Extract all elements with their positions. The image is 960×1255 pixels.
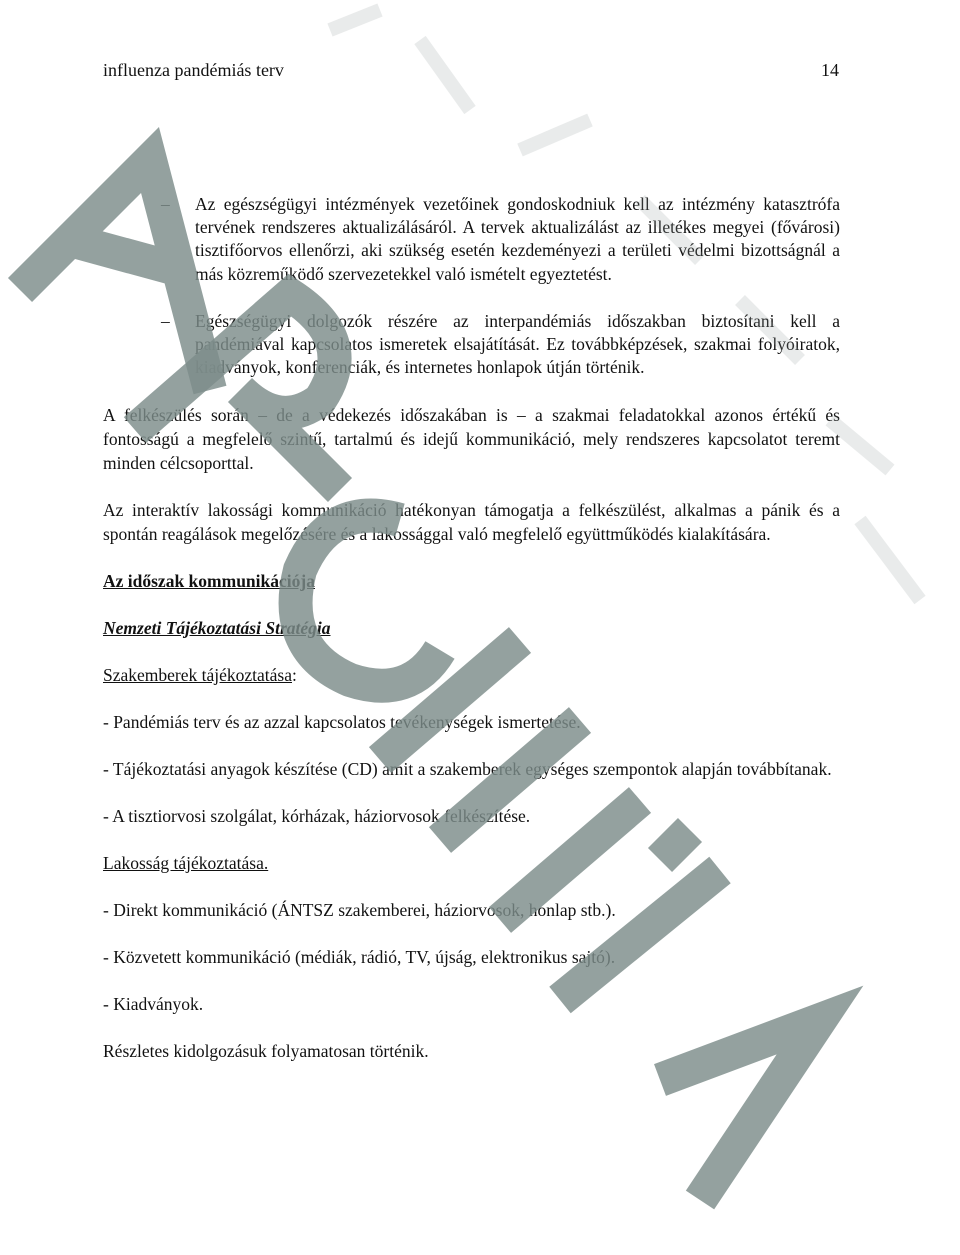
document-body bbox=[103, 193, 840, 1086]
bullet-item bbox=[103, 310, 840, 380]
public-label: Lakosság tájékoztatása. bbox=[103, 853, 269, 874]
list-item: - Kiadványok. bbox=[103, 994, 204, 1015]
bullet-dash: – bbox=[161, 194, 170, 214]
page-number: 14 bbox=[821, 60, 839, 80]
list-item: - Direkt kommunikáció (ÁNTSZ szakemberei, háziorvosok, honlap stb.). bbox=[103, 900, 616, 921]
page-header bbox=[103, 60, 839, 81]
header-title: influenza pandémiás terv bbox=[103, 60, 284, 80]
list-item: - Közvetett kommunikáció (médiák, rádió, TV, újság, elektronikus sajtó). bbox=[103, 947, 616, 968]
list-item: - A tisztiorvosi szolgálat, kórházak, háziorvosok felkészítése. bbox=[103, 806, 531, 827]
bullet-dash: – bbox=[161, 310, 170, 331]
experts-label: Szakemberek tájékoztatása bbox=[103, 665, 292, 686]
bullet-text: Az egészségügyi intézmények vezetőinek gondoskodniuk kell az intézmény katasztrófa tervének rendszeres aktualizálásáról. A tervek aktualizálást az illetékes megyei (fővárosi) tisztifőorvos ellenőrzi, aki szükség esetén kezdeményezi a területi védelmi bizottságnál a más közreműködő szervezetekkel való ismételt egyeztetést. bbox=[195, 194, 840, 284]
bullet-text: Egészségügyi dolgozók részére az interpandémiás időszakban biztosítani kell a pandémiával kapcsolatos ismeretek elsajátítását. Ez továbbképzések, szakmai folyóiratok, kiadványok, konferenciák, és internetes honlapok útján történik. bbox=[195, 310, 840, 378]
list-item: - Pandémiás terv és az azzal kapcsolatos tevékenységek ismertetése. bbox=[103, 712, 581, 733]
experts-subheading bbox=[103, 663, 840, 687]
section-heading: Az időszak kommunikációja bbox=[103, 571, 315, 592]
bullet-item bbox=[103, 193, 840, 286]
closing-line: Részletes kidolgozásuk folyamatosan történik. bbox=[103, 1041, 429, 1062]
public-subheading bbox=[103, 851, 840, 875]
experts-suffix: : bbox=[292, 665, 297, 686]
paragraph: Az interaktív lakossági kommunikáció hatékonyan támogatja a felkészülést, alkalmas a pánik és a spontán reagálások megelőzésére és a lakossággal való megfelelő együttműködés kialakítására. bbox=[103, 500, 840, 545]
strategy-heading: Nemzeti Tájékoztatási Stratégia bbox=[103, 618, 331, 639]
paragraph: A felkészülés során – de a védekezés időszakában is – a szakmai feladatokkal azonos értékű és fontosságú a megfelelő szintű, tartalmú és idejű kommunikáció, mely rendszeres kapcsolatot teremt minden célcsoporttal. bbox=[103, 405, 840, 474]
list-item: - Tájékoztatási anyagok készítése (CD) amit a szakemberek egységes szempontok alapján továbbítanak. bbox=[103, 759, 832, 780]
